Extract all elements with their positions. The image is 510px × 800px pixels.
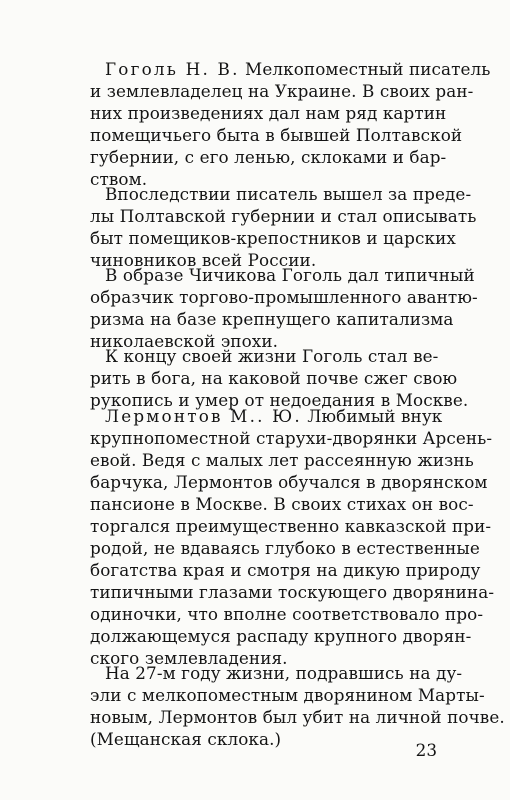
text-line: В образе Чичикова Гоголь дал типичный: [105, 265, 475, 285]
text-line: и землевладелец на Украине. В своих ран-: [90, 81, 474, 101]
text-line: евой. Ведя с малых лет рассеянную жизнь: [90, 450, 474, 470]
entry-name-gogol: Гоголь Н. В.: [105, 59, 240, 79]
text-line: Лермонтов М.. Ю. Любимый внук: [105, 406, 443, 426]
text-line: Впоследствии писатель вышел за преде-: [105, 184, 472, 204]
text-line: торгался преимущественно кавказской при-: [90, 516, 492, 536]
text-line: крупнопоместной старухи-дворянки Арсень-: [90, 428, 493, 448]
text-line: ризма на базе крепнущего капитализма: [90, 309, 454, 329]
text-line: новым, Лермонтов был убит на личной почве.: [90, 707, 505, 727]
text-line: рукопись и умер от недоедания в Москве.: [90, 390, 469, 410]
text-line: лы Полтавской губернии и стал описывать: [90, 206, 477, 226]
text-line: одиночки, что вполне соответствовало про-: [90, 604, 484, 624]
entry-name-lermontov: Лермонтов М.. Ю.: [105, 406, 302, 426]
text-line: К концу своей жизни Гоголь стал ве-: [105, 346, 439, 366]
text-line: ского землевладения.: [90, 648, 288, 668]
text-line: пансионе в Москве. В своих стихах он вос-: [90, 494, 474, 514]
text-line: типичными глазами тоскующего дворянина-: [90, 582, 495, 602]
text-line: рить в бога, на каковой почве сжег свою: [90, 368, 458, 388]
text-line: образчик торгово-промышленного авантю-: [90, 287, 478, 307]
text-line: На 27-м году жизни, подравшись на ду-: [105, 663, 463, 683]
page-number: 23: [415, 740, 437, 760]
text-line: них произведениях дал нам ряд картин: [90, 103, 447, 123]
text-line: помещичьего быта в бывшей Полтавской: [90, 125, 463, 145]
text-line: ством.: [90, 169, 148, 189]
text-line: эли с мелкопоместным дворянином Марты-: [90, 685, 485, 705]
text-line: богатства края и смотря на дикую природу: [90, 560, 481, 580]
text-line: быт помещиков-крепостников и царских: [90, 228, 456, 248]
text-line: губернии, с его ленью, склоками и бар-: [90, 147, 447, 167]
text-line: чиновников всей России.: [90, 250, 317, 270]
text-line: барчука, Лермонтов обучался в дворянском: [90, 472, 488, 492]
text-line: николаевской эпохи.: [90, 331, 279, 351]
text-line: родой, не вдаваясь глубоко в естественные: [90, 538, 480, 558]
text-line: Гоголь Н. В. Мелкопоместный писатель: [105, 59, 491, 79]
text-line: (Мещанская склока.): [90, 729, 282, 749]
text-line: должающемуся распаду крупного дворян-: [90, 626, 472, 646]
